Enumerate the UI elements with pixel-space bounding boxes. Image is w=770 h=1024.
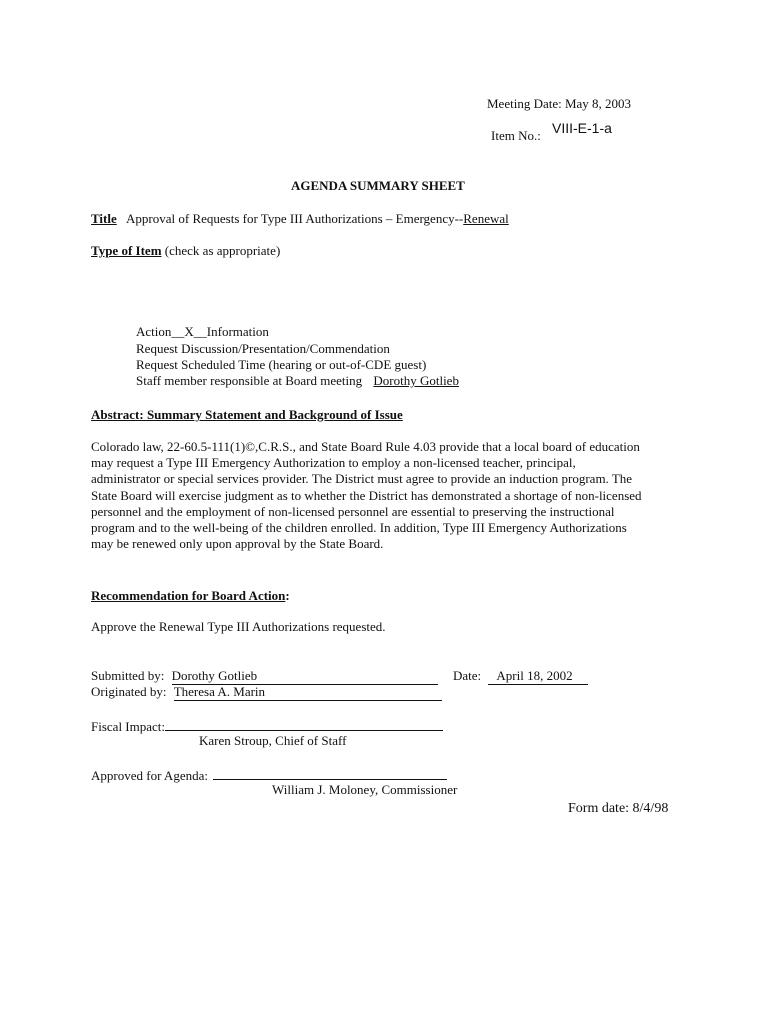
originated-by-name: Theresa A. Marin	[173, 684, 266, 699]
abstract-line: personnel and the employment of non-licensed personnel are essential to preserving the instructional	[91, 503, 615, 519]
action-label: Action	[136, 324, 172, 339]
submitted-by-name: Dorothy Gotlieb	[171, 668, 258, 683]
fiscal-impact-signer: Karen Stroup, Chief of Staff	[199, 733, 347, 748]
date-line	[453, 668, 588, 685]
date-value: April 18, 2002	[496, 668, 573, 683]
form-date: Form date: 8/4/98	[568, 801, 669, 816]
abstract-line: administrator or special services provider. The District must agree to provide an induction program. The	[91, 471, 633, 487]
recommendation-heading-row	[91, 588, 290, 604]
type-of-item-note: (check as appropriate)	[164, 243, 281, 258]
submitted-by-label: Submitted by:	[91, 668, 165, 683]
approved-for-agenda-signer: William J. Moloney, Commissioner	[272, 782, 458, 797]
item-no-value: VIII-E-1-a	[552, 120, 612, 136]
submitted-by-line	[91, 668, 438, 685]
date-field	[488, 668, 588, 685]
action-check-mark: __X__	[171, 324, 207, 339]
fiscal-impact-label: Fiscal Impact:	[91, 719, 166, 734]
request-discussion-line: Request Discussion/Presentation/Commendation	[136, 341, 390, 356]
abstract-heading: Abstract: Summary Statement and Background of Issue	[91, 407, 403, 422]
title-row	[91, 211, 509, 227]
approved-for-agenda-label: Approved for Agenda:	[91, 768, 208, 783]
originated-by-line	[91, 684, 442, 701]
staff-member-name: Dorothy Gotlieb	[373, 373, 459, 388]
abstract-line: program and to the well-being of the children enrolled. In addition, Type III Emergency Authorizations	[91, 519, 627, 535]
action-line	[136, 324, 269, 340]
originated-by-label: Originated by:	[91, 684, 167, 699]
recommendation-heading: Recommendation for Board Action	[91, 588, 286, 603]
type-of-item-row	[91, 243, 280, 259]
meeting-date: Meeting Date: May 8, 2003	[487, 96, 632, 111]
recommendation-colon: :	[285, 588, 290, 603]
abstract-line: State Board will exercise judgment as to whether the District has demonstrated a shortage of non-licensed	[91, 487, 642, 503]
title-text-renewal: Renewal	[463, 211, 509, 226]
abstract-body	[91, 439, 691, 552]
abstract-line: may request a Type III Emergency Authorization to employ a non-licensed teacher, principal,	[91, 455, 576, 471]
title-label: Title	[91, 211, 117, 226]
abstract-line: may be renewed only upon approval by the State Board.	[91, 536, 384, 552]
title-text: Approval of Requests for Type III Authorizations – Emergency--	[126, 211, 464, 226]
document-title: AGENDA SUMMARY SHEET	[291, 178, 465, 193]
type-of-item-label: Type of Item	[91, 243, 162, 258]
fiscal-impact-blank	[165, 717, 443, 731]
request-scheduled-time-line: Request Scheduled Time (hearing or out-of-CDE guest)	[136, 357, 427, 372]
submitted-by-field	[172, 668, 438, 685]
information-label: Information	[206, 324, 269, 339]
staff-member-label: Staff member responsible at Board meeting	[136, 373, 363, 388]
recommendation-text: Approve the Renewal Type III Authorizations requested.	[91, 619, 386, 634]
staff-member-line	[136, 373, 459, 389]
date-label: Date:	[453, 668, 482, 683]
item-no-label: Item No.:	[491, 128, 541, 143]
abstract-line: Colorado law, 22-60.5-111(1)©,C.R.S., and State Board Rule 4.03 provide that a local board of education	[91, 439, 640, 454]
approved-for-agenda-blank	[213, 766, 447, 780]
originated-by-field	[174, 684, 442, 701]
